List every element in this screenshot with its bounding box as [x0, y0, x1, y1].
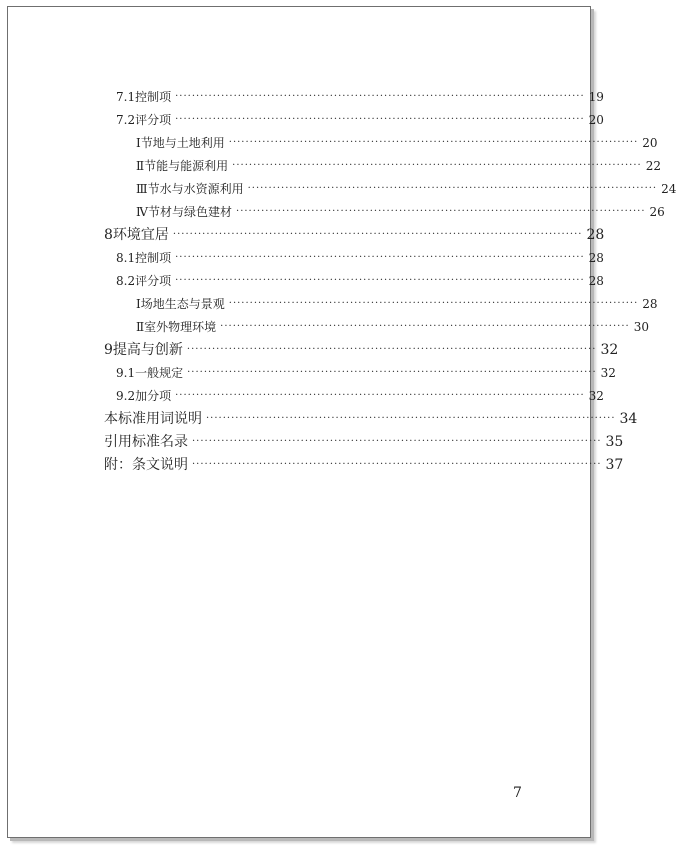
toc-entry[interactable]	[116, 386, 604, 408]
toc-leader: ··································································································	[192, 436, 602, 447]
toc-entry-page: 19	[588, 90, 604, 104]
toc-entry-page: 34	[619, 411, 638, 427]
toc-entry-number: Ⅳ	[136, 205, 148, 219]
toc-entry[interactable]	[136, 202, 665, 224]
toc-leader: ··································································································	[172, 229, 583, 240]
toc-entry[interactable]	[104, 432, 624, 454]
toc-leader: ··································································································	[247, 183, 658, 194]
toc-entry-page: 32	[600, 342, 619, 358]
toc-leader: ··································································································	[220, 321, 630, 332]
toc-entry-page: 22	[645, 159, 661, 173]
toc-entry-number: 7.2	[116, 113, 136, 127]
toc-entry-title: 引用标准名录	[104, 434, 188, 450]
toc-entry-page: 26	[649, 205, 665, 219]
toc-entry[interactable]	[136, 133, 658, 155]
toc-leader: ··································································································	[175, 91, 585, 102]
toc-entry-page: 28	[642, 297, 658, 311]
toc-entry-number: 8.1	[116, 251, 136, 265]
table-of-contents	[8, 7, 676, 837]
toc-entry-title: 节地与土地利用	[140, 136, 225, 150]
toc-entry[interactable]	[116, 363, 616, 385]
toc-leader: ··································································································	[192, 459, 602, 470]
toc-entry-title: 场地生态与景观	[140, 297, 225, 311]
toc-entry-title: 附：条文说明	[104, 457, 188, 473]
toc-entry[interactable]	[136, 156, 661, 178]
toc-leader: ··································································································	[175, 390, 585, 401]
toc-entry[interactable]	[104, 455, 624, 477]
toc-entry[interactable]	[116, 87, 604, 109]
toc-entry-number: Ⅱ	[136, 159, 145, 173]
toc-leader: ··································································································	[186, 344, 597, 355]
toc-entry-page: 35	[605, 434, 624, 450]
toc-entry-title: 节材与绿色建材	[148, 205, 233, 219]
toc-entry-page: 28	[588, 251, 604, 265]
toc-entry-number: Ⅱ	[136, 320, 145, 334]
toc-entry-title: 控制项	[135, 251, 172, 265]
toc-entry-page: 32	[588, 389, 604, 403]
toc-leader: ··································································································	[236, 206, 646, 217]
toc-entry[interactable]	[136, 294, 658, 316]
page-number: 7	[513, 785, 522, 801]
toc-leader: ··································································································	[175, 114, 585, 125]
toc-leader: ··································································································	[228, 298, 639, 309]
toc-entry-number: Ⅰ	[136, 136, 141, 150]
toc-entry-title: 室外物理环境	[144, 320, 217, 334]
toc-entry-title: 控制项	[135, 90, 172, 104]
toc-entry[interactable]	[136, 179, 676, 201]
toc-entry-title: 环境宜居	[112, 227, 169, 243]
toc-leader: ··································································································	[187, 367, 597, 378]
toc-entry-title: 加分项	[135, 389, 172, 403]
toc-entry-page: 30	[633, 320, 649, 334]
toc-entry-page: 37	[605, 457, 624, 473]
toc-entry-page: 32	[600, 366, 616, 380]
toc-leader: ··································································································	[175, 252, 585, 263]
toc-entry-number: Ⅰ	[136, 297, 141, 311]
toc-entry-page: 28	[588, 274, 604, 288]
toc-entry[interactable]	[116, 271, 604, 293]
toc-entry-number: 9	[104, 342, 113, 358]
toc-entry-page: 28	[586, 227, 605, 243]
toc-entry-title: 评分项	[135, 274, 172, 288]
toc-entry[interactable]	[104, 225, 605, 247]
toc-entry-page: 24	[661, 182, 676, 196]
toc-entry-number: Ⅲ	[136, 182, 148, 196]
toc-leader: ··································································································	[206, 413, 616, 424]
toc-entry[interactable]	[116, 248, 604, 270]
toc-entry[interactable]	[116, 110, 604, 132]
document-page	[7, 6, 676, 838]
toc-entry-number: 7.1	[116, 90, 136, 104]
toc-leader: ··································································································	[228, 137, 639, 148]
toc-entry-page: 20	[588, 113, 604, 127]
toc-entry-title: 节能与能源利用	[144, 159, 229, 173]
toc-leader: ··································································································	[175, 275, 585, 286]
toc-entry-title: 本标准用词说明	[104, 411, 202, 427]
toc-entry-title: 一般规定	[135, 366, 184, 380]
toc-leader: ··································································································	[232, 160, 642, 171]
toc-entry-title: 评分项	[135, 113, 172, 127]
toc-entry-title: 提高与创新	[112, 342, 183, 358]
toc-entry-number: 9.2	[116, 389, 136, 403]
toc-entry-number: 8.2	[116, 274, 136, 288]
toc-entry[interactable]	[104, 340, 619, 362]
toc-entry-page: 20	[642, 136, 658, 150]
toc-entry-number: 8	[104, 227, 113, 243]
toc-entry[interactable]	[104, 409, 638, 431]
toc-entry-number: 9.1	[116, 366, 136, 380]
toc-entry-title: 节水与水资源利用	[147, 182, 244, 196]
toc-entry[interactable]	[136, 317, 649, 339]
